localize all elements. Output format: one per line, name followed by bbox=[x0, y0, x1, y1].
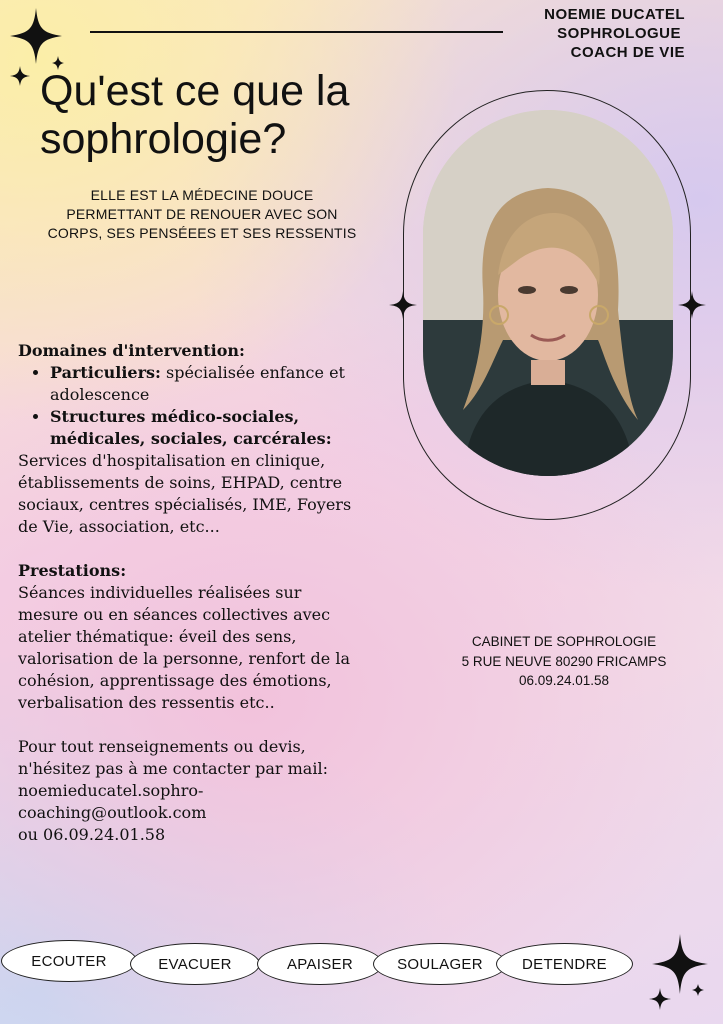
subtitle-line: PERMETTANT DE RENOUER AVEC SON bbox=[66, 206, 338, 222]
subtitle bbox=[20, 186, 384, 243]
page-title bbox=[40, 67, 349, 163]
domains-list bbox=[18, 362, 363, 450]
sparkle-icon bbox=[640, 930, 716, 1020]
author-name: NOEMIE DUCATEL bbox=[544, 6, 685, 23]
item-text: spécialisée enfance et adolescence bbox=[50, 363, 345, 404]
phone-line: ou 06.09.24.01.58 bbox=[18, 825, 166, 844]
domains-heading: Domaines d'intervention: bbox=[18, 341, 245, 360]
title-line-2: sophrologie? bbox=[40, 115, 287, 163]
cabinet-name: CABINET DE SOPHROLOGIE bbox=[471, 634, 657, 649]
subtitle-line: ELLE EST LA MÉDECINE DOUCE bbox=[90, 187, 314, 203]
body-text bbox=[18, 340, 363, 846]
email-line-2[interactable]: coaching@outlook.com bbox=[18, 803, 207, 822]
list-item bbox=[50, 406, 363, 450]
author-block bbox=[544, 5, 685, 62]
pill-apaiser: APAISER bbox=[257, 943, 383, 985]
cabinet-address: 5 RUE NEUVE 80290 FRICAMPS bbox=[461, 653, 667, 669]
sparkle-icon bbox=[678, 291, 706, 319]
pill-ecouter: ECOUTER bbox=[1, 940, 137, 982]
list-item bbox=[50, 362, 363, 406]
cabinet-phone: 06.09.24.01.58 bbox=[518, 673, 610, 688]
author-role-2: COACH DE VIE bbox=[570, 44, 685, 61]
prestations-heading: Prestations: bbox=[18, 561, 127, 580]
pill-soulager: SOULAGER bbox=[373, 943, 507, 985]
author-role: SOPHROLOGUE bbox=[557, 25, 681, 42]
sparkle-icon bbox=[389, 291, 417, 319]
title-line-1: Qu'est ce que la bbox=[40, 67, 350, 115]
item-label: Structures médico-sociales, médicales, sociales, carcérales: bbox=[50, 407, 332, 448]
cabinet-block bbox=[446, 632, 682, 691]
services-text: Services d'hospitalisation en clinique, établissements de soins, EHPAD, centre sociaux, centres spécialisés, IME, Foyers de Vie, association, etc... bbox=[18, 451, 352, 536]
pill-detendre: DETENDRE bbox=[496, 943, 633, 985]
item-label: Particuliers: bbox=[50, 363, 161, 382]
pill-evacuer: EVACUER bbox=[130, 943, 260, 985]
portrait-photo bbox=[423, 110, 673, 476]
contact-text: Pour tout renseignements ou devis, n'hésitez pas à me contacter par mail: bbox=[18, 737, 328, 778]
decorative-line bbox=[90, 31, 503, 33]
subtitle-line: CORPS, SES PENSÉEES ET SES RESSENTIS bbox=[47, 225, 357, 241]
email-line-1[interactable]: noemieducatel.sophro- bbox=[18, 781, 204, 800]
prestations-text: Séances individuelles réalisées sur mesure ou en séances collectives avec atelier thématique: éveil des sens, valorisation de la personne, renfort de la cohésion, apprentissage des émotions, verbalisation des ressentis etc.. bbox=[18, 583, 350, 712]
